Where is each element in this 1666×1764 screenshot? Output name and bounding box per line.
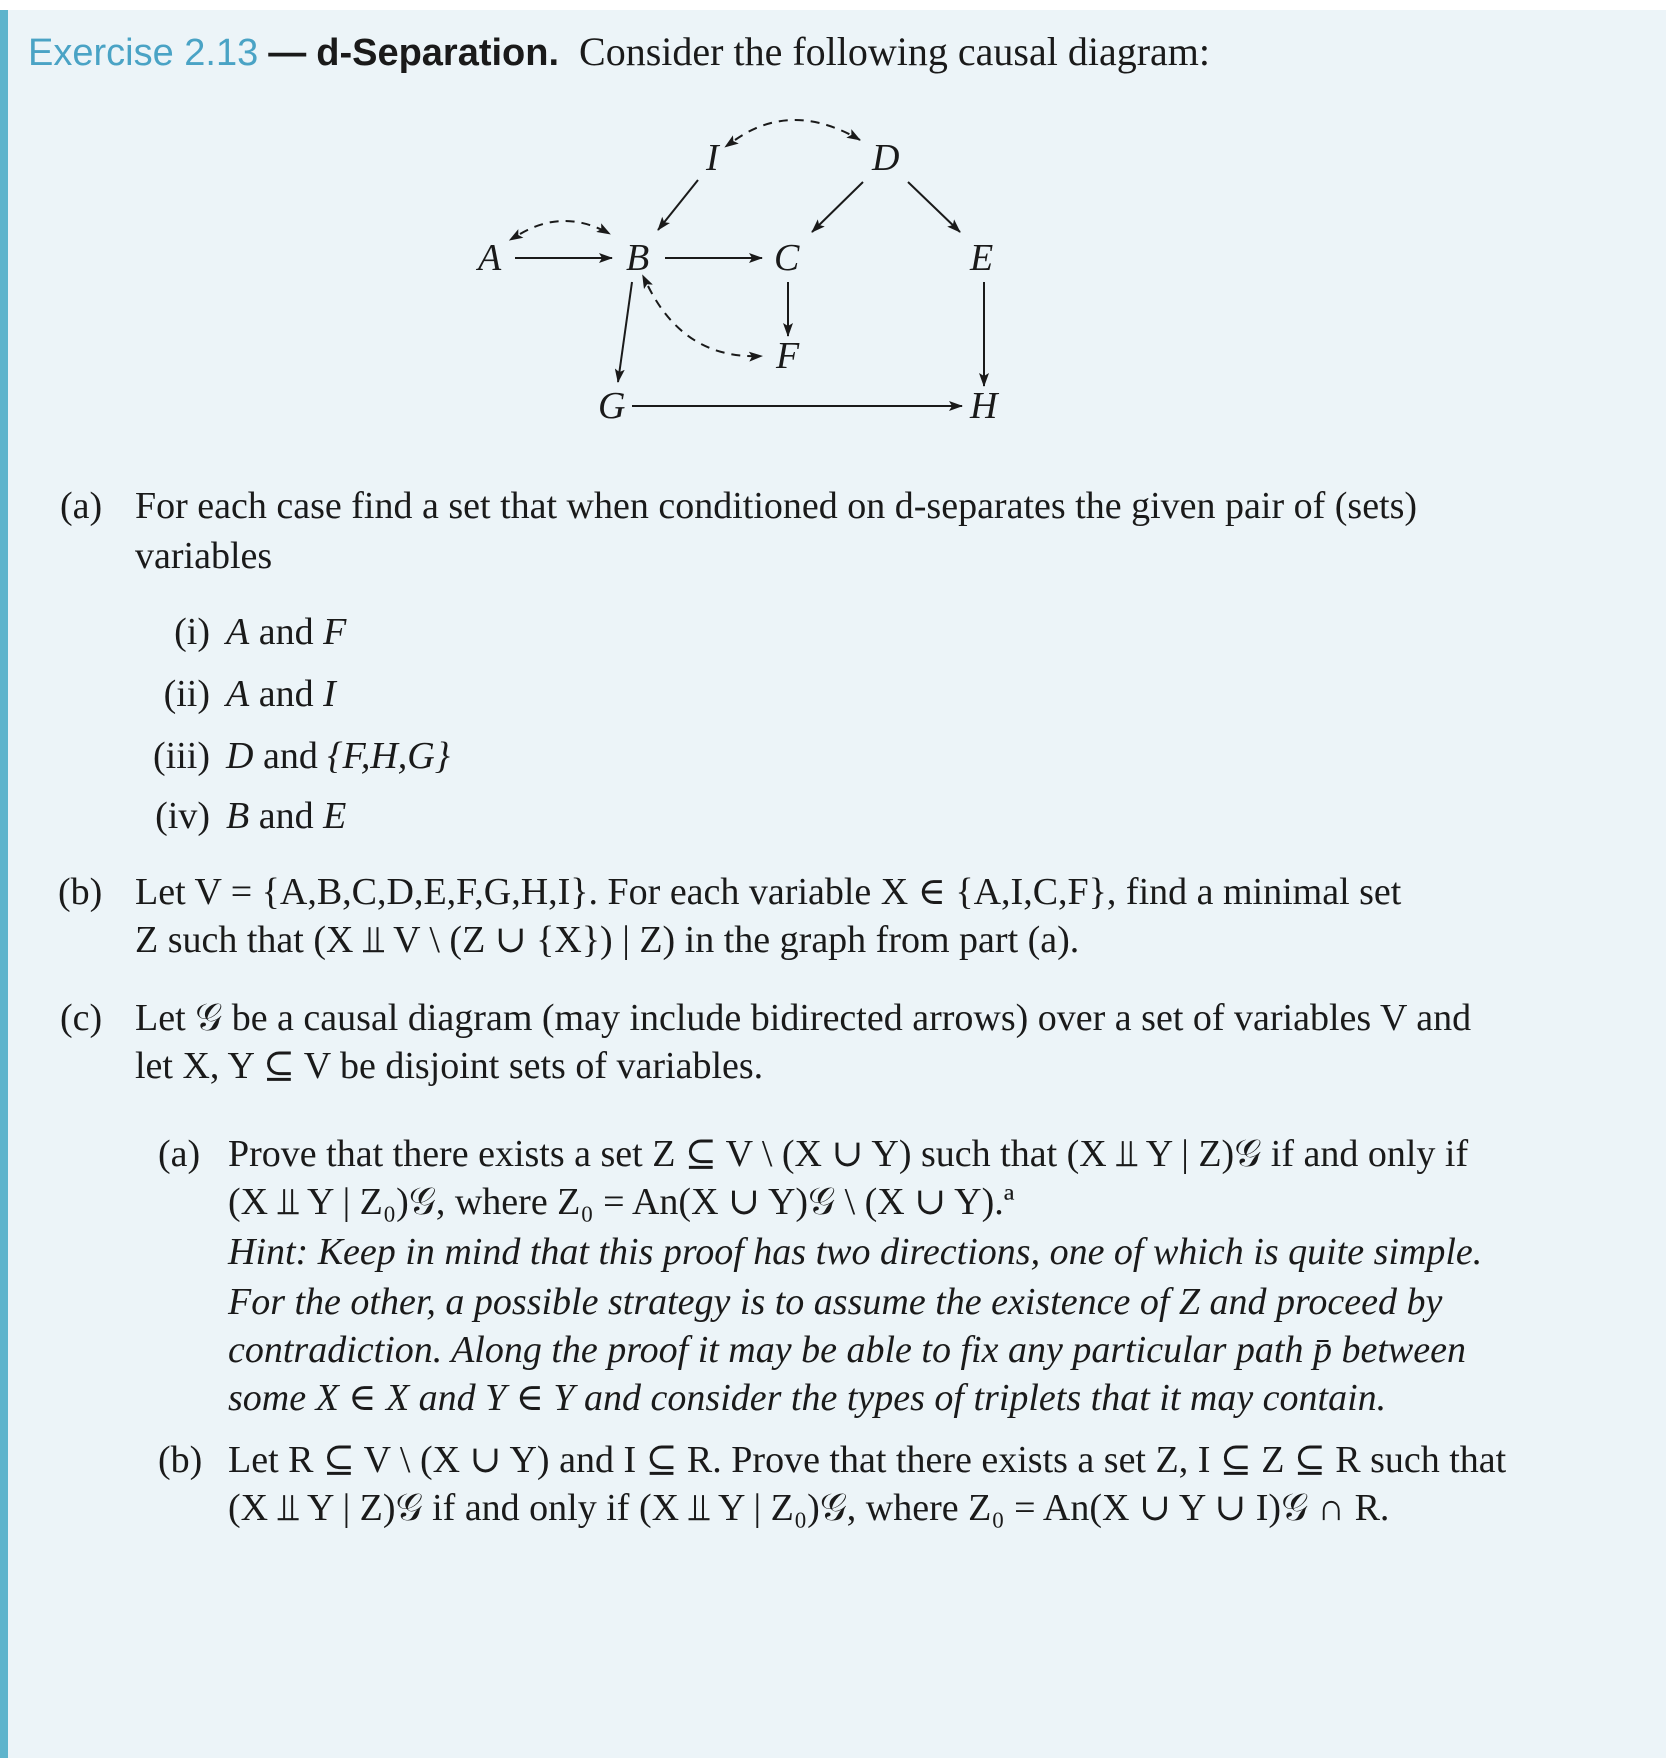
node-E: E [970,237,994,279]
item-and: and [262,735,318,777]
edge-B-G [618,282,632,382]
sub-a-label: (a) [158,1133,201,1175]
node-B: B [626,237,650,279]
sub-b-label: (b) [158,1439,203,1481]
item-var-2: F [323,611,347,653]
edge-D-E [908,182,960,232]
item-var-2: {F,H,G} [327,735,450,777]
sub-a-line-2: (X ⫫ Y | Z₀)𝒢, where Z₀ = An(X ∪ Y)𝒢 \ (X ∪ Y).ª [228,1181,1015,1223]
bidirected-I-D [735,120,860,140]
item-var-1: B [226,795,250,837]
exercise-label: Exercise 2.13 [28,32,259,74]
item-and: and [258,795,314,837]
item-and: and [258,673,314,715]
item-var-1: A [226,611,250,653]
exercise-separator: — [268,32,307,74]
item-label: (iii) [153,735,210,777]
edge-D-C [812,182,863,232]
node-C: C [774,237,800,279]
part-b-line-2: Z such that (X ⫫ V \ (Z ∪ {X}) | Z) in the graph from part (a). [135,919,1080,961]
item-var-1: D [226,735,254,777]
part-c-label: (c) [60,997,103,1039]
item-label: (iv) [155,795,210,837]
sub-a-hint-2: For the other, a possible strategy is to assume the existence of Z and proceed by [228,1281,1443,1323]
part-a [60,480,102,532]
item-var-2: I [323,673,336,715]
part-b-label: (b) [58,871,103,913]
item-label: (i) [174,611,210,653]
sub-a-hint-3: contradiction. Along the proof it may be able to fix any particular path p̄ between [228,1329,1466,1371]
edge-I-B [658,180,698,230]
sub-a-hint-1: Hint: Keep in mind that this proof has two directions, one of which is quite simple. [228,1231,1483,1273]
part-a-text-1: For each case find a set that when conditioned on d-separates the given pair of (sets) [135,485,1418,527]
node-I: I [706,137,719,179]
item-label: (ii) [163,673,210,715]
bidirected-A-B [520,221,610,234]
node-F: F [776,335,800,377]
part-c-line-2: let X, Y ⊆ V be disjoint sets of variables. [135,1045,764,1087]
item-var-2: E [323,795,347,837]
bidirected-B-F [648,286,762,356]
item-and: and [258,611,314,653]
part-a-text-2: variables [135,535,273,577]
node-D: D [872,137,900,179]
part-c-line-1: Let 𝒢 be a causal diagram (may include bidirected arrows) over a set of variables V and [135,997,1472,1039]
node-G: G [598,385,626,427]
exercise-name: d-Separation. [316,32,560,74]
sub-a-line-1: Prove that there exists a set Z ⊆ V \ (X ∪ Y) such that (X ⫫ Y | Z)𝒢 if and only if [228,1133,1469,1175]
causal-diagram [478,110,1140,450]
accent-bar [0,10,8,1758]
exercise-title [28,28,1210,75]
part-b-line-1: Let V = {A,B,C,D,E,F,G,H,I}. For each variable X ∈ {A,I,C,F}, find a minimal set [135,871,1402,913]
part-a-label: (a) [60,485,103,527]
exercise-intro: Consider the following causal diagram: [579,29,1211,74]
sub-a-hint-4: some X ∈ X and Y ∈ Y and consider the types of triplets that it may contain. [228,1377,1387,1419]
item-var-1: A [226,673,250,715]
node-H: H [970,385,998,427]
exercise-box [0,10,1666,1758]
node-A: A [478,237,502,279]
sub-b-line-2: (X ⫫ Y | Z)𝒢 if and only if (X ⫫ Y | Z₀)𝒢, where Z₀ = An(X ∪ Y ∪ I)𝒢 ∩ R. [228,1487,1390,1529]
sub-b-line-1: Let R ⊆ V \ (X ∪ Y) and I ⊆ R. Prove that there exists a set Z, I ⊆ Z ⊆ R such that [228,1439,1507,1481]
